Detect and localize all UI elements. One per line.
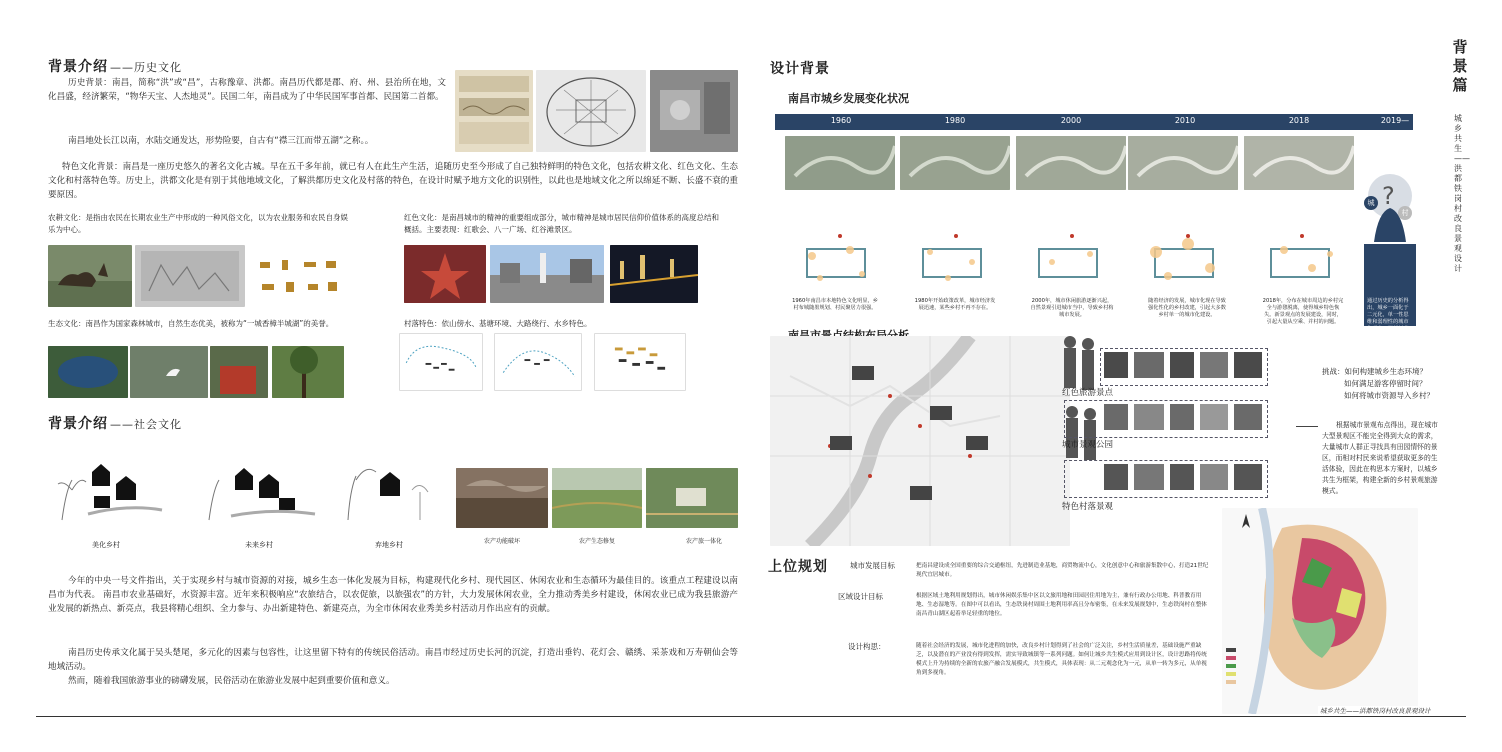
footer-text: 城乡共生——洪都铁岗村改良景观设计 [1320, 707, 1431, 715]
history-para-2: 南昌地处长江以南，水陆交通发达，形势险要，自古有“襟三江而带五湖”之称。。 [68, 136, 374, 146]
red-monument-photo [404, 245, 486, 303]
caption-1980: 1980年开始政策改革，城市经济发展迅速，某些乡村不再不存在。 [914, 298, 996, 311]
tree-park-photo [272, 346, 344, 398]
label-future-village: 未来乡村 [245, 541, 273, 549]
village-diagram-3 [594, 333, 686, 391]
plan-text-city-goal: 把南昌建设成全国重要的综合交通枢纽，先进制造业基地，商贸物流中心，文化创意中心和旅游集散中心，打造21世纪现代宜居城市。 [916, 563, 1209, 578]
social-para-1: 今年的中央一号文件指出，关于实现乡村与城市资源的对接，城乡生态一体化发展为目标，构建现代化乡村、现代园区、休闲农业和生态循环为最佳目的。该重点工程建设以南昌市为代表。 南昌市农业基础好，水资源丰富。近年来积极响应“农旅结合，以农促旅，以旅强农”的方针，大力发展休闲农业，全力推动秀美乡村建设，休闲农业已成为我县旅游产业发展的新热点、新亮点，我县将精心组织、全力参与、办出新建特色、新建亮点，为全市休闲农业秀美乡村活动月作出应有的贡献。 [48, 576, 738, 614]
farmland-damage-photo [456, 468, 548, 528]
plan-text-concept: 随着社会经济的发展，城市化进程的加快，改良乡村计划得到了社会的广泛关注，乡村生活质量差，基础设施严重缺乏，以及潜在的产业没有得到发挥，需实导致城镇等一系列问题。如何让城乡共生模式应用到设计区，设计思路将传统模式上升为持续的全新的农旅产融合发展模式，共生模式，具体表现：从二元观念化为一元，从单一转为多元，从单视角到多视角。 [916, 643, 1207, 676]
side-vertical-subtitle: 城乡共生——洪都铁岗村改良景观设计 [1454, 114, 1470, 273]
design-background-title: 设计背景 [770, 61, 830, 77]
farmland-restore-photo [552, 468, 642, 528]
network-dots [790, 232, 1350, 294]
challenge-1: 挑战：如何构建城乡生态环境？ [1322, 367, 1427, 376]
scenic-thumbnails [1100, 350, 1266, 496]
social-subtitle: ——社会文化 [110, 418, 182, 431]
label-abandoned-village: 弃地乡村 [375, 541, 403, 549]
sketch-beautify-village [48, 450, 168, 528]
label-beautify-village: 美化乡村 [92, 541, 120, 549]
eco-culture-text: 生态文化：南昌作为国家森林城市，自然生态优美，被称为“一城香樟半城湖”的美誉。 [48, 319, 334, 328]
challenge-3: 如何将城市资源导入乡村？ [1344, 391, 1434, 400]
year-2000: 2000 [1060, 116, 1082, 125]
city-model-photo [650, 70, 738, 152]
history-subtitle: ——历史文化 [110, 61, 182, 74]
farmland-tourism-photo [646, 468, 738, 528]
caption-2010: 随着经济的发展，城市化现在导致强化性化的乡村改建，引起大多数乡村单一的城市化建设。 [1148, 298, 1226, 318]
aerial-2018-photo [1244, 136, 1354, 190]
timeline-title: 南昌市城乡发展变化状况 [788, 92, 909, 105]
land-use-map [1222, 508, 1418, 714]
red-culture-text: 红色文化：是南昌城市的精神的重要组成部分，城市精神是城市居民信仰价值体系的高度总结和概括。主要表现：红歌会、八一广场、红谷滩景区。 [404, 213, 719, 234]
side-title: 背 景 篇 [1452, 38, 1468, 94]
plan-text-region-goal: 根据区域土地利用规划得出，城市休闲娱乐集中区以文旅用地和田园居住用地为主，兼有行政办公用地、科普教育用地、生态湿地等。在图中可以看出，生态铁岗村周围土地利用率高且分布密集，在未来发展规划中，生态铁岗村在整体南昌青山湖区起着举足轻重的地位。 [916, 593, 1207, 617]
footer-rule [36, 716, 1466, 717]
farming-relief-photo [135, 245, 245, 307]
label-farmland-tourism: 农产旅一体化 [685, 538, 722, 545]
social-para-3: 然而，随着我国旅游事业的磅礴发展，民俗活动在旅游业发展中起到重要价值和意义。 [68, 676, 395, 686]
history-para-1: 历史背景：南昌，简称“洪”或“昌”，古称豫章、洪都。南昌历代都是郡、府、州、县治所在地，文化昌盛，经济繁荣，“物华天宝、人杰地灵”。民国二年，南昌成为了中华民国军事首都、民国第二首都。 [48, 78, 446, 102]
red-house-photo [210, 346, 268, 398]
label-red-tourism: 红色旅游景点 [1062, 388, 1114, 398]
bayi-square-photo [490, 245, 604, 303]
upper-planning-title: 上位规划 [768, 559, 828, 575]
timeline-bar [775, 114, 1413, 130]
aerial-2000-photo [1016, 136, 1126, 190]
farming-tools-photo [252, 252, 348, 300]
ancient-map-photo [536, 70, 646, 152]
social-title: 背景介绍 ——社会文化 [48, 416, 182, 432]
ancient-painting-photo [455, 70, 533, 152]
caption-1960: 1960年南昌市本地特色文化明显，乡村布城随墨规划、村民聚居力很强。 [792, 298, 878, 311]
village-badge: 村 [1398, 206, 1412, 220]
caption-2018: 2018年，分布在城市周边的乡村完全与游憩脱离，使得城乡特色恢失。新景观点的发展建设，同时，引起大量从空乘、并村的问题。 [1262, 298, 1344, 325]
lake-aerial-photo [48, 346, 128, 398]
year-1960: 1960 [830, 116, 852, 125]
social-para-2: 南昌历史传承文化属于吴头楚尾，多元化的因素与包容性，让这里留下特有的传统民俗活动。南昌市经过历史长河的沉淀，打造出垂钓、花灯会、赣绣、采茶戏和万寿朝仙会等地域活动。 [48, 648, 738, 672]
caption-2019-box: 通过历史的分析得出，城乡一面化于二元化，单一性思维和弱理性的城市化现象，引起村落构造与面貌进入衰亡。 [1364, 244, 1416, 326]
farming-culture-text: 农耕文化：是指由农民在长期农业生产中形成的一种风俗文化，以为农业服务和农民自身娱乐为中心。 [48, 213, 348, 234]
history-para-3: 特色文化背景：南昌是一座历史悠久的著名文化古城。早在五千多年前，就已有人在此生产生活，追随历史至今形成了自己独特鲜明的特色文化，包括农耕文化、红色文化、生态文化和村落特色等。历史上，洪都文化是有别于其他地域文化，了解洪都历史文化及村落的特色，在设计时赋予地方文化的识别性，以此也是地域文化之所以绵延不断、长盛不衰的重要原因。 [48, 162, 738, 200]
nanchang-map [770, 336, 1070, 546]
label-village-landscape: 特色村落景观 [1062, 502, 1114, 512]
label-farmland-damage: 农产功能破坏 [483, 538, 520, 545]
plan-label-concept: 设计构思： [848, 642, 886, 651]
history-title: 背景介绍 ——历史文化 [48, 59, 182, 75]
year-2019: 2019— [1380, 116, 1410, 125]
plan-label-city-goal: 城市发展目标 [850, 561, 895, 570]
year-2018: 2018 [1288, 116, 1310, 125]
plan-label-region-goal: 区域设计目标 [838, 592, 883, 601]
label-farmland-restore: 农产生态修复 [578, 538, 615, 545]
sketch-abandoned-village [330, 450, 450, 528]
village-diagram-2 [494, 333, 582, 391]
analysis-arrow [1296, 426, 1318, 427]
scenic-analysis-text: 根据城市景观布点得出，现在城市大型景观区不能完全得到大众的需求，大量城市人群正寻找具有田园情怀的景区，而相对村民来说希望获取更多的生活体验，因此在构思本方案时，以城乡共生为框架，构建全新的乡村景观旅游模式。 [1322, 421, 1438, 495]
village-diagram-1 [399, 333, 483, 391]
caption-2000: 2000年，城市休闲旅游逐渐兴起，自然景观引进城市当中，导致乡村构城市发展。 [1030, 298, 1114, 318]
aerial-1960-photo [785, 136, 895, 190]
farming-sculpture-photo [48, 245, 132, 307]
honggutan-night-photo [610, 245, 698, 303]
year-2010: 2010 [1174, 116, 1196, 125]
egret-photo [130, 346, 208, 398]
year-1980: 1980 [944, 116, 966, 125]
challenge-2: 如何满足游客停留时间？ [1344, 379, 1427, 388]
sketch-future-village [195, 450, 325, 528]
village-feature-text: 村落特色：依山傍水、基塘环境、大路绕行、水乡特色。 [404, 319, 592, 328]
city-badge: 城 [1364, 196, 1378, 210]
aerial-1980-photo [900, 136, 1010, 190]
aerial-2010-photo [1128, 136, 1238, 190]
label-city-park: 城市景观公园 [1062, 440, 1114, 450]
question-mark-icon: ? [1382, 182, 1395, 210]
